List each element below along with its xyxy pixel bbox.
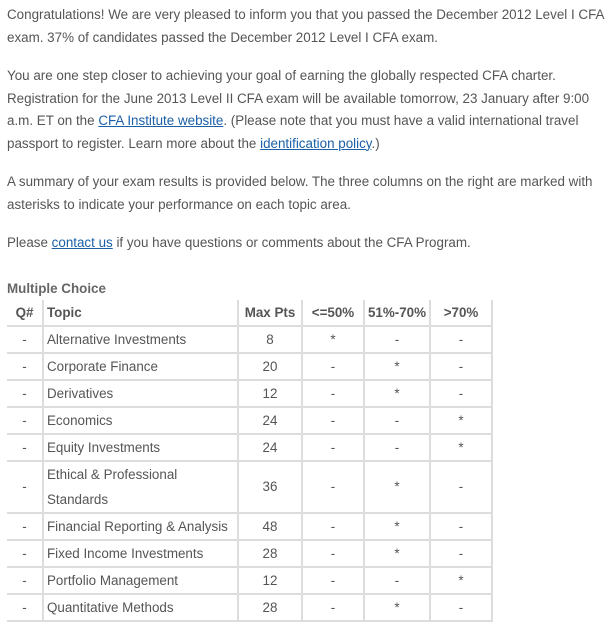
header-51-70: 51%-70% [363, 300, 429, 327]
congratulations-paragraph: Congratulations! We are very pleased to inform you that you passed the December 2012 Level I CFA exam. 37% of candidates passed the December 2012 Level I CFA exam. [7, 7, 604, 45]
row-above-70: - [429, 354, 491, 381]
row-below-50: - [301, 541, 363, 568]
row-max-pts: 24 [237, 408, 301, 435]
table-row [7, 435, 491, 462]
row-max-pts: 12 [237, 381, 301, 408]
row-max-pts: 48 [237, 514, 301, 541]
header-max-pts: Max Pts [237, 300, 301, 327]
table-row [7, 568, 491, 595]
table-row [7, 595, 491, 620]
table-row [7, 514, 491, 541]
row-below-50: - [301, 595, 363, 620]
row-below-50: - [301, 354, 363, 381]
row-51-70: - [363, 327, 429, 354]
header-q-number: Q# [7, 300, 42, 327]
row-above-70: - [429, 541, 491, 568]
table-row [7, 354, 491, 381]
row-below-50: - [301, 435, 363, 462]
row-below-50: - [301, 568, 363, 595]
row-51-70: * [363, 595, 429, 620]
cfa-institute-website-link[interactable]: CFA Institute website [98, 113, 224, 128]
row-topic: Derivatives [42, 381, 237, 408]
row-below-50: - [301, 462, 363, 514]
row-51-70: - [363, 568, 429, 595]
row-51-70: * [363, 354, 429, 381]
table-row [7, 408, 491, 435]
table-row [7, 541, 491, 568]
row-below-50: - [301, 381, 363, 408]
row-above-70: * [429, 408, 491, 435]
results-table [7, 300, 493, 622]
row-topic: Portfolio Management [42, 568, 237, 595]
summary-paragraph: A summary of your exam results is provided below. The three columns on the right are marked with asterisks to indicate your performance on each topic area. [7, 174, 593, 212]
row-q-number: - [7, 462, 42, 514]
row-51-70: * [363, 514, 429, 541]
next-step-text-2: . (Please note that you must have a valid international travel passport to register. Learn more about the [7, 113, 579, 151]
header-topic: Topic [42, 300, 237, 327]
row-51-70: * [363, 462, 429, 514]
row-above-70: - [429, 514, 491, 541]
results-header-row [7, 300, 491, 327]
next-step-text-3: .) [371, 135, 380, 151]
next-step-paragraph [7, 65, 607, 155]
row-topic: Fixed Income Investments [42, 541, 237, 568]
row-q-number: - [7, 514, 42, 541]
row-q-number: - [7, 327, 42, 354]
row-below-50: - [301, 408, 363, 435]
row-topic: Financial Reporting & Analysis [42, 514, 237, 541]
contact-us-link[interactable]: contact us [51, 235, 113, 250]
header-above-70: >70% [429, 300, 491, 327]
row-51-70: * [363, 541, 429, 568]
table-row [7, 462, 491, 514]
row-max-pts: 20 [237, 354, 301, 381]
row-above-70: - [429, 595, 491, 620]
row-q-number: - [7, 354, 42, 381]
row-topic: Corporate Finance [42, 354, 237, 381]
row-max-pts: 24 [237, 435, 301, 462]
row-q-number: - [7, 435, 42, 462]
row-topic: Equity Investments [42, 435, 237, 462]
row-51-70: - [363, 408, 429, 435]
identification-policy-link[interactable]: identification policy [260, 135, 372, 151]
multiple-choice-title: Multiple Choice [7, 280, 106, 296]
row-above-70: * [429, 435, 491, 462]
row-above-70: * [429, 568, 491, 595]
row-51-70: * [363, 381, 429, 408]
row-q-number: - [7, 568, 42, 595]
row-below-50: * [301, 327, 363, 354]
row-max-pts: 28 [237, 595, 301, 620]
row-above-70: - [429, 327, 491, 354]
row-topic: Quantitative Methods [42, 595, 237, 620]
table-row [7, 381, 491, 408]
row-topic: Ethical & Professional Standards [42, 462, 237, 514]
row-max-pts: 36 [237, 462, 301, 514]
row-51-70: - [363, 435, 429, 462]
contact-text-1: Please [7, 235, 52, 250]
row-max-pts: 12 [237, 568, 301, 595]
row-q-number: - [7, 381, 42, 408]
contact-text-2: if you have questions or comments about the CFA Program. [112, 235, 471, 250]
row-topic: Economics [42, 408, 237, 435]
row-topic: Alternative Investments [42, 327, 237, 354]
row-max-pts: 28 [237, 541, 301, 568]
next-step-text-1: You are one step closer to achieving your goal of earning the globally respected CFA charter. Registration for the June 2013 Level II CFA exam will be available tomorrow, 23 January after 9:00 a.m. ET on the [7, 68, 590, 128]
table-row [7, 327, 491, 354]
row-above-70: - [429, 462, 491, 514]
row-q-number: - [7, 408, 42, 435]
contact-paragraph [7, 232, 607, 255]
row-q-number: - [7, 541, 42, 568]
row-q-number: - [22, 599, 27, 615]
header-below-50: <=50% [301, 300, 363, 327]
row-below-50: - [301, 514, 363, 541]
row-max-pts: 8 [237, 327, 301, 354]
results-body [7, 327, 491, 620]
row-above-70: - [429, 381, 491, 408]
